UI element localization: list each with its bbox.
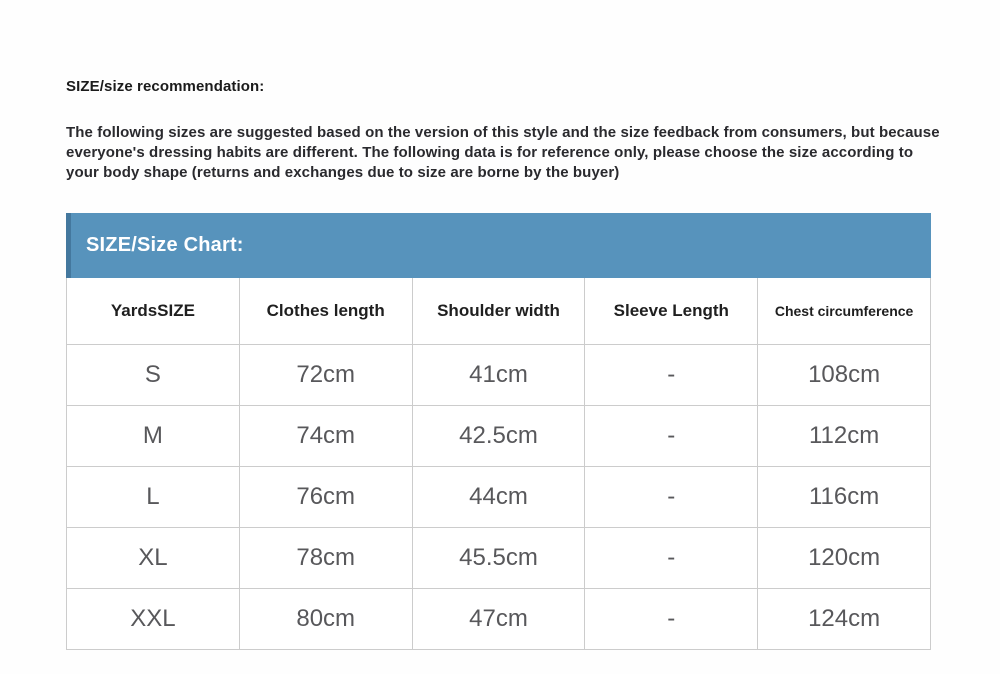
size-cell: XL — [67, 527, 240, 588]
table-row — [67, 344, 931, 405]
table-row — [67, 466, 931, 527]
chest-circumference-cell: 124cm — [758, 588, 931, 649]
size-chart-title-bar — [66, 213, 931, 278]
chest-circumference-cell: 120cm — [758, 527, 931, 588]
size-recommendation-heading: SIZE/size recommendation: — [66, 78, 265, 95]
clothes-length-cell: 80cm — [239, 588, 412, 649]
chest-circumference-cell: 112cm — [758, 405, 931, 466]
column-header-size: YardsSIZE — [67, 278, 240, 344]
sleeve-length-cell: - — [585, 344, 758, 405]
shoulder-width-cell: 47cm — [412, 588, 585, 649]
header-row — [67, 278, 931, 344]
size-cell: L — [67, 466, 240, 527]
shoulder-width-cell: 44cm — [412, 466, 585, 527]
clothes-length-cell: 72cm — [239, 344, 412, 405]
chest-circumference-cell: 108cm — [758, 344, 931, 405]
size-chart-title: SIZE/Size Chart: — [86, 234, 244, 256]
clothes-length-cell: 74cm — [239, 405, 412, 466]
shoulder-width-cell: 41cm — [412, 344, 585, 405]
table-row — [67, 527, 931, 588]
clothes-length-cell: 76cm — [239, 466, 412, 527]
size-cell: M — [67, 405, 240, 466]
sleeve-length-cell: - — [585, 405, 758, 466]
sleeve-length-cell: - — [585, 466, 758, 527]
table-row — [67, 588, 931, 649]
chest-circumference-cell: 116cm — [758, 466, 931, 527]
shoulder-width-cell: 42.5cm — [412, 405, 585, 466]
size-cell: S — [67, 344, 240, 405]
size-cell: XXL — [67, 588, 240, 649]
clothes-length-cell: 78cm — [239, 527, 412, 588]
shoulder-width-cell: 45.5cm — [412, 527, 585, 588]
column-header-clothes-length: Clothes length — [239, 278, 412, 344]
column-header-shoulder-width: Shoulder width — [412, 278, 585, 344]
size-recommendation-text: The following sizes are suggested based on the version of this style and the size feedback from consumers, but because everyone's dressing habits are different. The following data is for reference only, please choose the size according to your body shape (returns and exchanges due to size are borne by the buyer) — [66, 124, 940, 181]
sleeve-length-cell: - — [585, 527, 758, 588]
column-header-sleeve-length: Sleeve Length — [585, 278, 758, 344]
size-chart-table — [66, 278, 931, 650]
column-header-chest-circumference: Chest circumference — [758, 278, 931, 344]
table-row — [67, 405, 931, 466]
sleeve-length-cell: - — [585, 588, 758, 649]
